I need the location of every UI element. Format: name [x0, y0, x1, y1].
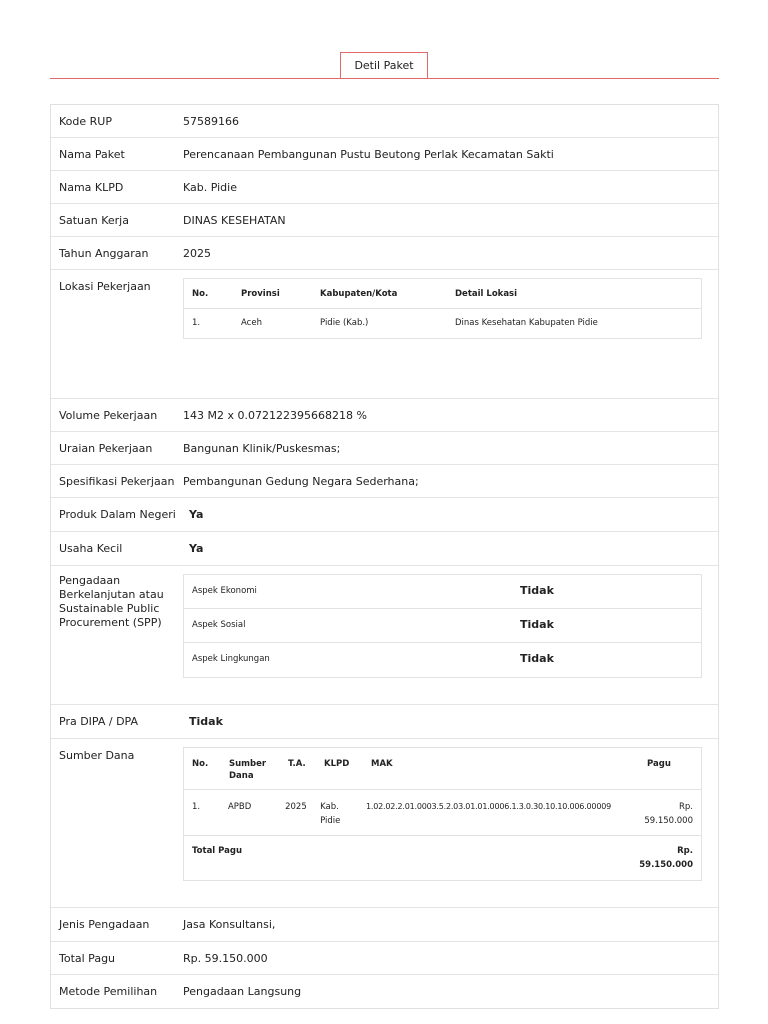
col-header-no: No. — [192, 759, 209, 769]
location-table — [183, 278, 702, 339]
field-label: Lokasi Pekerjaan — [59, 280, 151, 293]
field-value: Kab. Pidie — [183, 181, 237, 194]
spp-table — [183, 574, 702, 678]
row-tahun-anggaran — [51, 237, 718, 270]
field-value: 143 M2 x 0.072122395668218 % — [183, 409, 367, 422]
cell-klpd: Kab. Pidie — [320, 802, 341, 826]
field-value: Jasa Konsultansi, — [183, 918, 276, 931]
field-label: Produk Dalam Negeri — [59, 508, 176, 521]
cell-detail-lokasi: Dinas Kesehatan Kabupaten Pidie — [455, 318, 598, 328]
field-value: Perencanaan Pembangunan Pustu Beutong Perlak Kecamatan Sakti — [183, 148, 554, 161]
field-label: Kode RUP — [59, 115, 112, 128]
field-label: Sumber Dana — [59, 749, 135, 762]
field-value: 57589166 — [183, 115, 239, 128]
field-label: Metode Pemilihan — [59, 985, 158, 998]
tab-bar — [50, 0, 719, 79]
row-spp — [51, 566, 718, 705]
field-label: Jenis Pengadaan — [59, 918, 150, 931]
field-label: Pra DIPA / DPA — [59, 715, 138, 728]
col-header-sumber-dana: Sumber Dana — [229, 759, 267, 781]
cell-no: 1. — [192, 802, 201, 812]
spp-aspect: Aspek Sosial — [192, 620, 246, 630]
field-value: DINAS KESEHATAN — [183, 214, 286, 227]
row-kode-rup — [51, 105, 718, 138]
field-label: Spesifikasi Pekerjaan — [59, 475, 175, 488]
field-label: Satuan Kerja — [59, 214, 129, 227]
spp-aspect: Aspek Lingkungan — [192, 654, 270, 664]
col-header-detail-lokasi: Detail Lokasi — [455, 289, 518, 299]
col-header-klpd: KLPD — [324, 759, 350, 769]
field-value: Tidak — [189, 715, 223, 728]
field-value: Ya — [189, 508, 204, 521]
cell-mak: 1.02.02.2.01.0003.5.2.03.01.01.0006.1.3.0.30.10.10.006.00009 — [365, 802, 611, 811]
field-label: Tahun Anggaran — [59, 247, 149, 260]
cell-sumber-dana: APBD — [227, 802, 252, 812]
table-row — [184, 609, 701, 643]
spp-value: Tidak — [520, 584, 554, 597]
cell-kabupaten: Pidie (Kab.) — [320, 318, 369, 328]
table-row — [184, 575, 701, 609]
cell-pagu: Rp. 59.150.000 — [644, 802, 693, 826]
field-label: Nama Paket — [59, 148, 125, 161]
row-sumber-dana — [51, 739, 718, 908]
location-table-header — [184, 279, 701, 309]
field-label: Usaha Kecil — [59, 542, 123, 555]
cell-no: 1. — [192, 318, 201, 328]
table-row — [184, 643, 701, 677]
table-row — [184, 790, 701, 836]
total-pagu-value: Rp. 59.150.000 — [639, 846, 694, 870]
row-jenis-pengadaan — [51, 908, 718, 942]
col-header-pagu: Pagu — [647, 759, 671, 769]
row-total-pagu — [51, 942, 718, 975]
funding-table-header — [184, 748, 701, 790]
field-label: Volume Pekerjaan — [59, 409, 158, 422]
field-value: Pengadaan Langsung — [183, 985, 302, 998]
row-metode-pemilihan — [51, 975, 718, 1008]
package-detail-table — [50, 104, 719, 1009]
col-header-kabupaten: Kabupaten/Kota — [320, 289, 398, 299]
spp-value: Tidak — [520, 652, 554, 665]
spp-value: Tidak — [520, 618, 554, 631]
col-header-provinsi: Provinsi — [241, 289, 280, 299]
field-value: Ya — [189, 542, 204, 555]
col-header-no: No. — [192, 289, 209, 299]
row-volume-pekerjaan — [51, 399, 718, 432]
tab-detil-paket[interactable]: Detil Paket — [340, 52, 428, 78]
spp-aspect: Aspek Ekonomi — [192, 586, 257, 596]
row-uraian-pekerjaan — [51, 432, 718, 465]
row-produk-dalam-negeri — [51, 498, 718, 532]
field-label: Nama KLPD — [59, 181, 124, 194]
row-nama-klpd — [51, 171, 718, 204]
row-lokasi-pekerjaan — [51, 270, 718, 399]
field-value: Bangunan Klinik/Puskesmas; — [183, 442, 341, 455]
cell-provinsi: Aceh — [241, 318, 262, 328]
field-value: Pembangunan Gedung Negara Sederhana; — [183, 475, 419, 488]
field-label: Uraian Pekerjaan — [59, 442, 153, 455]
row-nama-paket — [51, 138, 718, 171]
row-satuan-kerja — [51, 204, 718, 237]
total-pagu-label: Total Pagu — [192, 846, 243, 856]
col-header-ta: T.A. — [288, 759, 306, 769]
row-usaha-kecil — [51, 532, 718, 566]
row-pra-dipa — [51, 705, 718, 739]
table-row — [184, 309, 701, 338]
field-label: Total Pagu — [59, 952, 116, 965]
row-spesifikasi-pekerjaan — [51, 465, 718, 498]
field-label: Pengadaan Berkelanjutan atau Sustainable Public Procurement (SPP) — [59, 574, 164, 629]
funding-total-row — [184, 836, 701, 880]
funding-table — [183, 747, 702, 881]
cell-ta: 2025 — [285, 802, 307, 812]
field-value: Rp. 59.150.000 — [183, 952, 268, 965]
field-value: 2025 — [183, 247, 211, 260]
col-header-mak: MAK — [371, 759, 393, 769]
